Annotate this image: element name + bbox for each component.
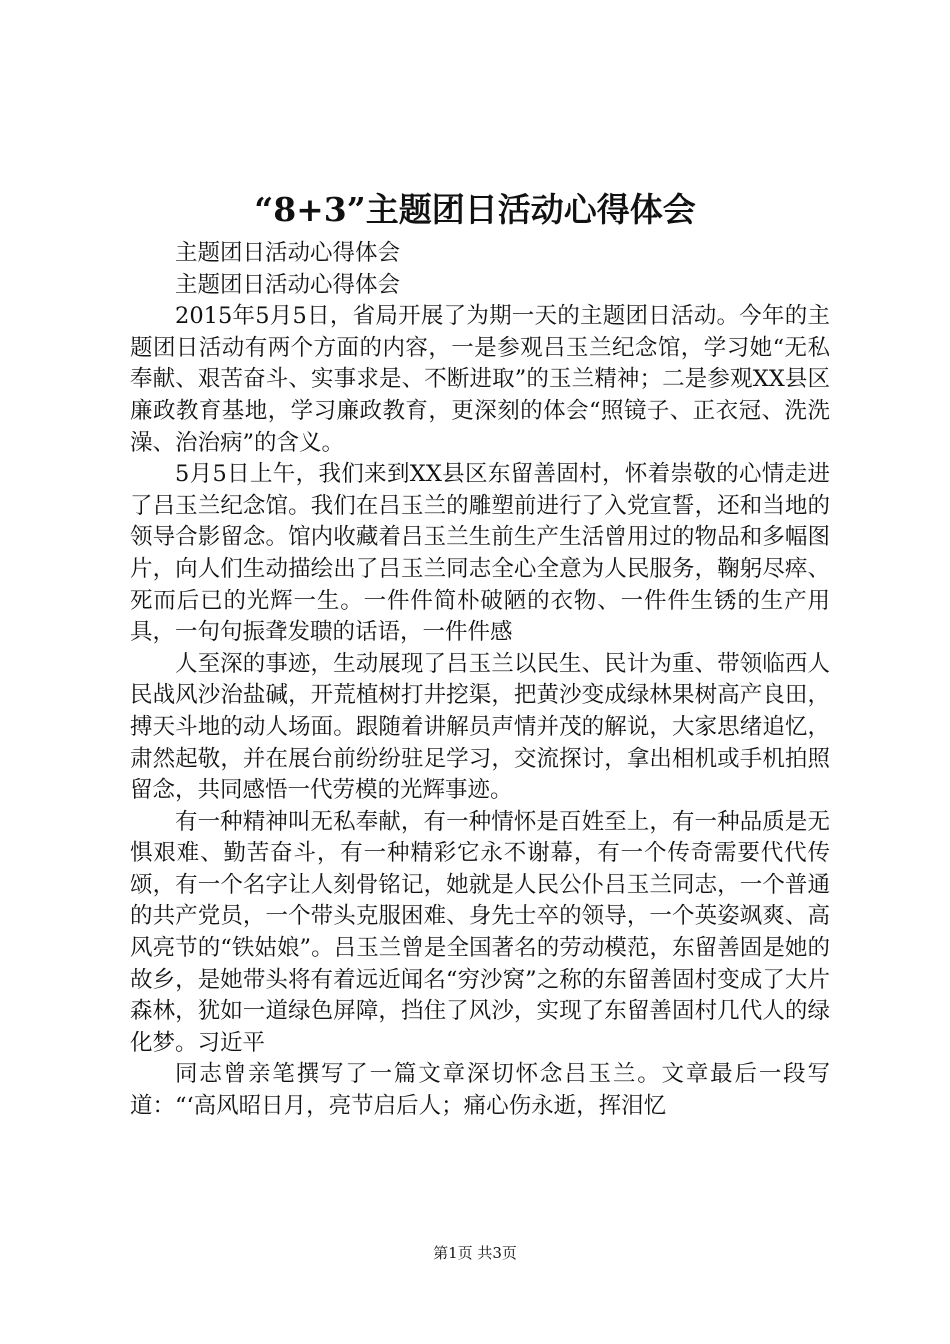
paragraph: 人至深的事迹，生动展现了吕玉兰以民生、民计为重、带领临西人民战风沙治盐碱，开荒植树打井挖渠，把黄沙变成绿林果树高产良田，搏天斗地的动人场面。跟随着讲解员声情并茂的解说，大家思绪追忆，肃然起敬，并在展台前纷纷驻足学习，交流探讨，拿出相机或手机拍照留念，共同感悟一代劳模的光辉事迹。 [130, 650, 830, 804]
document-title: “8+3”主题团日活动心得体会 [254, 190, 696, 229]
paragraph: 有一种精神叫无私奉献，有一种情怀是百姓至上，有一种品质是无惧艰难、勤苦奋斗，有一种精彩它永不谢幕，有一个传奇需要代代传颂，有一个名字让人刻骨铭记，她就是人民公仆吕玉兰同志，一个普通的共产党员，一个带头克服困难、身先士卒的领导，一个英姿飒爽、高风亮节的“铁姑娘”。吕玉兰曾是全国著名的劳动模范，东留善固是她的故乡，是她带头将有着远近闻名“穷沙窝”之称的东留善固村变成了大片森林，犹如一道绿色屏障，挡住了风沙，实现了东留善固村几代人的绿化梦。习近平 [130, 808, 830, 1056]
paragraph: 同志曾亲笔撰写了一篇文章深切怀念吕玉兰。文章最后一段写道：“‘高风昭日月，亮节启后人；痛心伤永逝，挥泪忆 [130, 1061, 830, 1120]
page-footer: 第1页 共3页 [433, 1244, 517, 1262]
document-body [130, 238, 830, 1123]
paragraph: 5月5日上午，我们来到XX县区东留善固村，怀着崇敬的心情走进了吕玉兰纪念馆。我们在吕玉兰的雕塑前进行了入党宣誓，还和当地的领导合影留念。馆内收藏着吕玉兰生前生产生活曾用过的物品和多幅图片，向人们生动描绘出了吕玉兰同志全心全意为人民服务，鞠躬尽瘁、死而后已的光辉一生。一件件简朴破陋的衣物、一件件生锈的生产用具，一句句振聋发聩的话语，一件件感 [130, 461, 830, 646]
paragraph-subtitle-2: 主题团日活动心得体会 [175, 271, 401, 298]
paragraph: 2015年5月5日，省局开展了为期一天的主题团日活动。今年的主题团日活动有两个方面的内容，一是参观吕玉兰纪念馆，学习她“无私奉献、艰苦奋斗、实事求是、不断进取”的玉兰精神；二是参观XX县区廉政教育基地，学习廉政教育，更深刻的体会“照镜子、正衣冠、洗洗澡、治治病”的含义。 [130, 303, 830, 456]
paragraph-subtitle-1: 主题团日活动心得体会 [175, 240, 401, 266]
